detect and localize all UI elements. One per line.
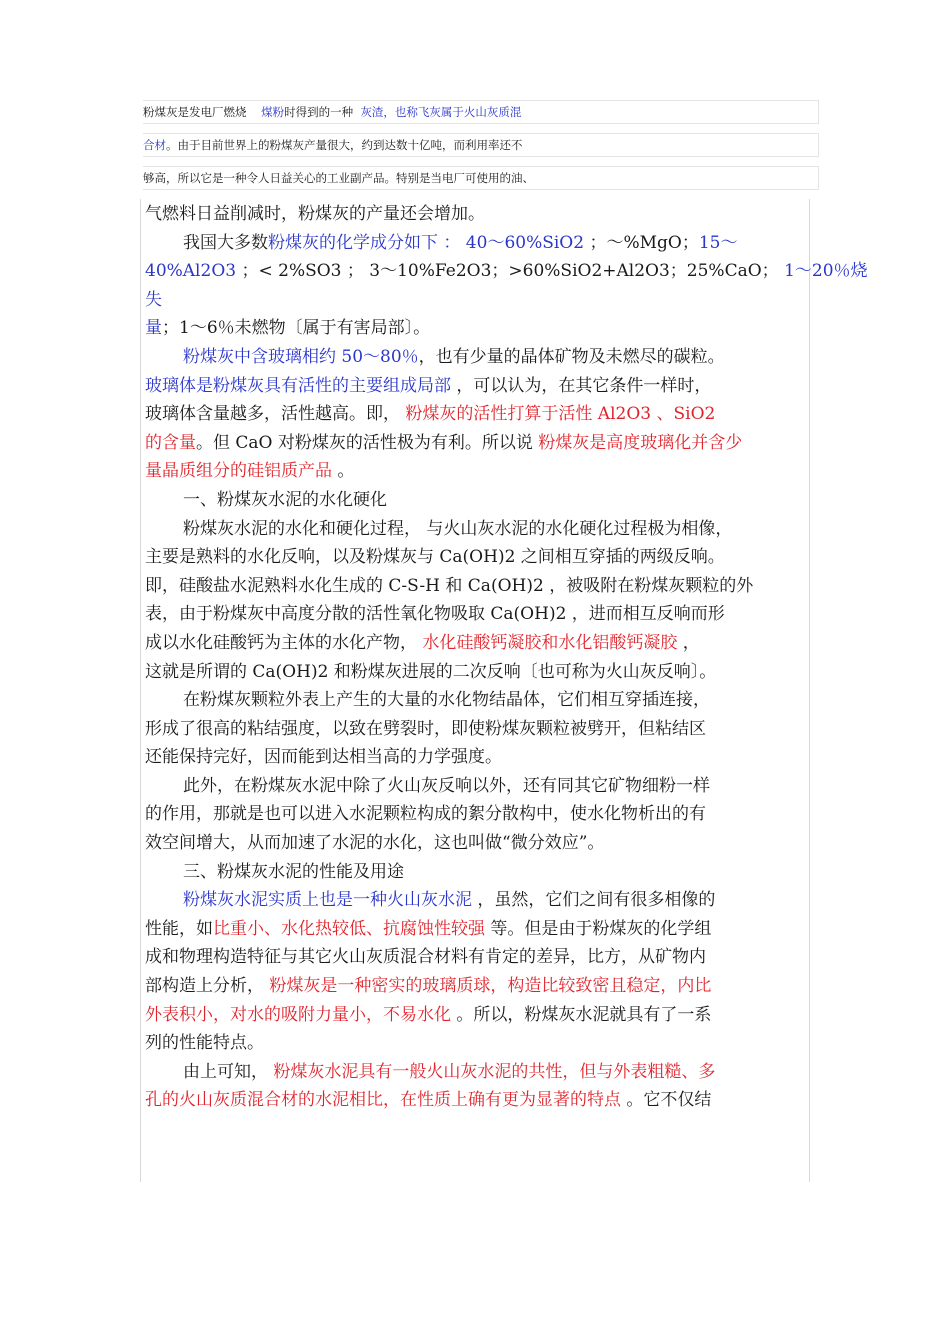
text-run: ，虽然，它们之间有很多相像的 xyxy=(472,890,716,911)
text-run: 表，由于粉煤灰中高度分散的活性氧化物吸取 Ca(OH)2 ，进而相互反响而形 xyxy=(145,604,725,625)
highlight-run: 比重小、水化热较低、抗腐蚀性较强 xyxy=(213,918,485,939)
text-line xyxy=(145,772,805,801)
highlight-run: 的含量 xyxy=(145,432,196,453)
text-run: 玻璃体含量越多，活性越高。即， xyxy=(145,404,406,425)
text-line xyxy=(145,715,805,744)
text-run: 成和物理构造特征与其它火山灰质混合材料有肯定的差异，比方，从矿物内 xyxy=(145,947,706,968)
highlight-run: 粉煤灰的化学成分如下 ： 40～60%SiO2 xyxy=(268,232,585,253)
text-line xyxy=(145,743,805,772)
highlight-run: 外表积小，对水的吸附力量小，不易水化 xyxy=(145,1004,451,1025)
text-line xyxy=(145,658,805,687)
highlight-run: 孔的火山灰质混合材的水泥相比，在性质上确有更为显著的特点 xyxy=(145,1090,621,1111)
header-line-2 xyxy=(143,133,819,157)
text-run: 性能，如 xyxy=(145,918,213,939)
header-line-1 xyxy=(143,100,819,124)
text-line xyxy=(145,429,805,458)
highlight-run: 粉煤灰水泥实质上也是一种火山灰水泥 xyxy=(183,890,472,911)
text-line xyxy=(145,1029,805,1058)
text-line xyxy=(145,257,868,286)
text-line xyxy=(145,543,805,572)
highlight-run: 15～ xyxy=(698,232,738,253)
text-line xyxy=(145,1086,805,1115)
text-line xyxy=(145,943,805,972)
text-run: 此外，在粉煤灰水泥中除了火山灰反响以外，还有同其它矿物细粉一样 xyxy=(183,775,710,796)
text-line xyxy=(145,686,805,715)
text-run: 。它不仅结 xyxy=(621,1090,712,1111)
text-run: 在粉煤灰颗粒外表上产生的大量的水化物结晶体，它们相互穿插连接， xyxy=(183,690,710,711)
text-run: 粉煤灰是发电厂燃烧 xyxy=(143,105,262,119)
text-line xyxy=(145,314,805,343)
header-line-3 xyxy=(143,166,819,190)
text-run: 形成了很高的粘结强度，以致在劈裂时，即使粉煤灰颗粒被劈开，但粘结区 xyxy=(145,718,706,739)
text-run: 即，硅酸盐水泥熟料水化生成的 C-S-H 和 Ca(OH)2 ，被吸附在粉煤灰颗粒的外 xyxy=(145,575,754,596)
highlight-run: 1～20％烧 xyxy=(784,261,868,282)
highlight-run: 合材 xyxy=(143,138,166,152)
text-run: 粉煤灰水泥的水化和硬化过程， 与火山灰水泥的水化硬化过程极为相像， xyxy=(183,518,733,539)
text-run: 三、粉煤灰水泥的性能及用途 xyxy=(183,861,404,882)
text-run: 。但 CaO 对粉煤灰的活性极为有利。所以说 xyxy=(196,432,539,453)
text-run: 等。但是由于粉煤灰的化学组 xyxy=(485,918,712,939)
text-line xyxy=(145,486,805,515)
text-run: 主要是熟料的水化反响，以及粉煤灰与 Ca(OH)2 之间相互穿插的两级反响。 xyxy=(145,547,725,568)
text-run: ，也有少量的晶体矿物及未燃尽的碳粒。 xyxy=(418,346,725,367)
text-run: 的作用，那就是也可以进入水泥颗粒构成的絮分散构中，使水化物析出的有 xyxy=(145,804,706,825)
highlight-run: 量 xyxy=(145,318,162,339)
text-line xyxy=(145,629,805,658)
highlight-run: 粉煤灰的活性打算于活性 Al2O3 、SiO2 xyxy=(405,404,716,425)
text-run: 时得到的一种 xyxy=(284,105,361,119)
highlight-run: 粉煤灰是高度玻璃化并含少 xyxy=(538,432,743,453)
highlight-run: 水化硅酸钙凝胶和水化铝酸钙凝胶 xyxy=(422,632,678,653)
text-run: 气燃料日益削减时，粉煤灰的产量还会增加。 xyxy=(145,204,485,224)
text-run: 列的性能特点。 xyxy=(145,1033,264,1054)
text-run: 还能保持完好，因而能到达相当高的力学强度。 xyxy=(145,747,502,768)
text-line xyxy=(145,515,805,544)
text-run: 这就是所谓的 Ca(OH)2 和粉煤灰进展的二次反响〔也可称为火山灰反响〕。 xyxy=(145,661,717,682)
text-run: ；～%MgO； xyxy=(584,232,699,253)
text-line xyxy=(145,400,805,429)
highlight-run: 40%Al2O3 xyxy=(145,261,237,282)
text-line xyxy=(145,886,805,915)
text-run: 。 xyxy=(332,461,355,482)
highlight-run: 粉煤灰中含玻璃相约 50～80％ xyxy=(183,346,419,367)
text-run: 部构造上分析， xyxy=(145,976,270,997)
text-line xyxy=(145,200,805,229)
highlight-run: 粉煤灰水泥具有一般火山灰水泥的共性，但与外表粗糙、多 xyxy=(273,1061,716,1082)
highlight-run: 玻璃体是粉煤灰具有活性的主要组成局部 xyxy=(145,375,451,396)
text-run: ， xyxy=(677,632,700,653)
text-run: ；< 2%SO3 ； 3～10%Fe2O3；>60%SiO2+Al2O3；25%CaO； xyxy=(236,261,785,282)
text-line xyxy=(145,600,805,629)
document-body xyxy=(145,200,868,1115)
highlight-run: 灰渣，也称飞灰属于火山灰质混 xyxy=(360,105,522,119)
text-run: 够高，所以它是一种令人日益关心的工业副产品。特别是当电厂可使用的油、 xyxy=(143,171,534,185)
text-line xyxy=(145,572,805,601)
text-line xyxy=(145,1001,805,1030)
text-run: 我国大多数 xyxy=(183,232,268,253)
text-run: 。所以，粉煤灰水泥就具有了一系 xyxy=(451,1004,712,1025)
text-line xyxy=(145,1058,805,1087)
text-line xyxy=(145,829,805,858)
text-line xyxy=(145,229,805,258)
highlight-run: 粉煤灰是一种密实的玻璃质球，构造比较致密且稳定，内比 xyxy=(269,976,712,997)
text-line xyxy=(145,972,805,1001)
text-run: 成以水化硅酸钙为主体的水化产物， xyxy=(145,632,423,653)
text-line xyxy=(145,800,805,829)
text-run: 。由于目前世界上的粉煤灰产量很大，约到达数十亿吨，而利用率还不 xyxy=(166,138,523,152)
highlight-run: 失 xyxy=(145,289,162,310)
text-line xyxy=(145,286,805,315)
highlight-run: 煤粉 xyxy=(261,105,285,119)
highlight-run: 量晶质组分的硅铝质产品 xyxy=(145,461,332,482)
text-line xyxy=(145,915,805,944)
text-line xyxy=(145,343,805,372)
text-line xyxy=(145,457,805,486)
text-run: 一、粉煤灰水泥的水化硬化 xyxy=(183,489,387,510)
text-run: 效空间增大，从而加速了水泥的水化，这也叫做“微分效应”。 xyxy=(145,833,605,854)
text-run: 由上可知， xyxy=(183,1061,274,1082)
text-run: ，可以认为，在其它条件一样时， xyxy=(451,375,712,396)
text-line xyxy=(145,858,805,887)
text-run: ；1～6％未燃物〔属于有害局部〕。 xyxy=(162,318,431,339)
text-line xyxy=(145,372,805,401)
